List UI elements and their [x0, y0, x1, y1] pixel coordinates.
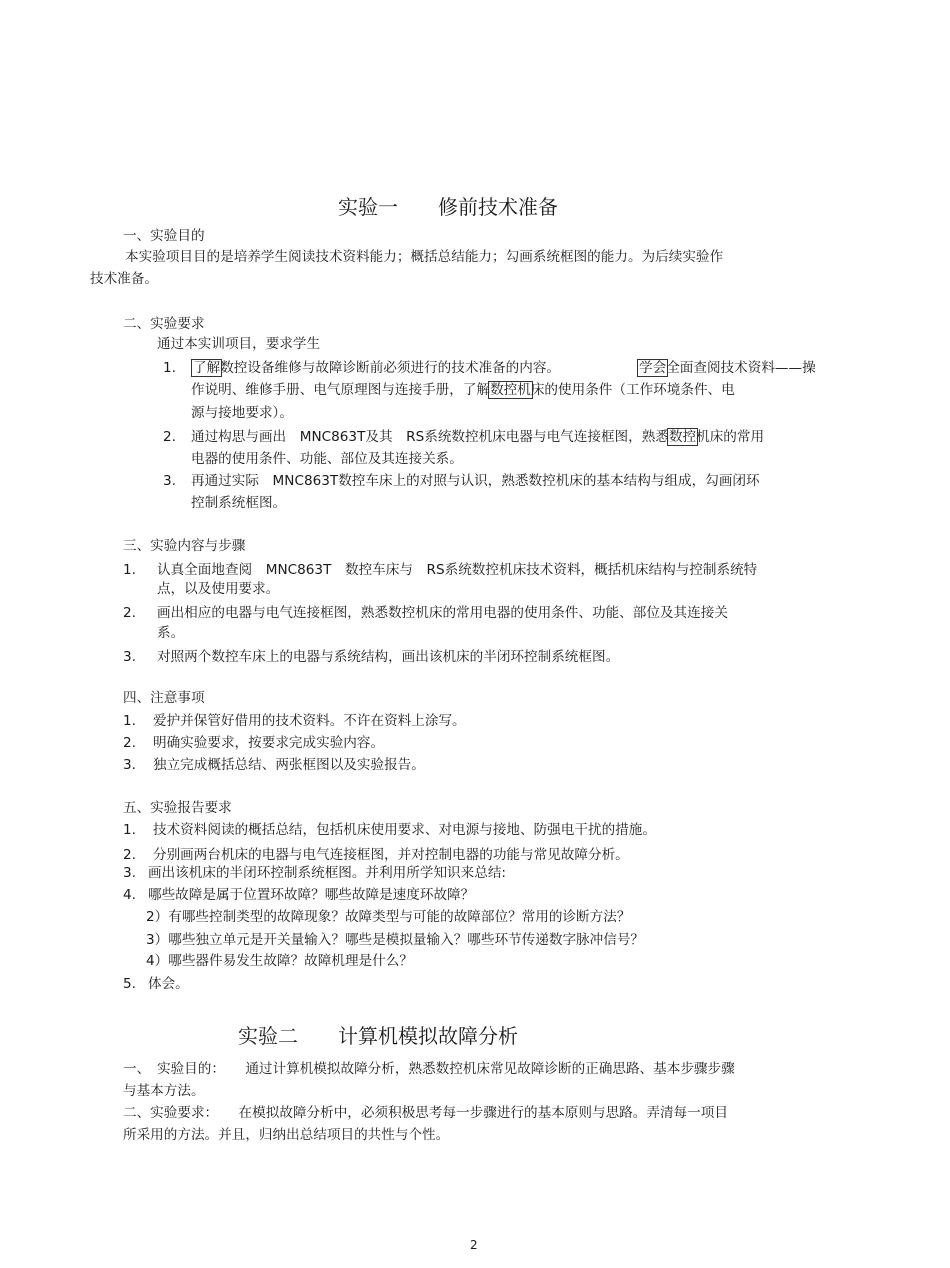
section-1-paragraph-line-2: 技术准备。	[90, 271, 158, 287]
section-5-heading: 五、实验报告要求	[123, 800, 232, 816]
exp2-requirement-line-2: 所采用的方法。并且，归纳出总结项目的共性与个性。	[123, 1127, 450, 1143]
exp2-objective-line-2: 与基本方法。	[123, 1083, 205, 1099]
boxed-term: 了解	[193, 360, 221, 376]
step-2-line-2: 系。	[157, 625, 185, 641]
req-1-line-2	[191, 381, 735, 399]
page-number: 2	[470, 1238, 478, 1252]
req-1-text: 作说明、维修手册、电气原理图与连接手册，了解	[191, 382, 491, 398]
report-1-text: 技术资料阅读的概括总结，包括机床使用要求、对电源与接地、防强电干扰的措施。	[153, 822, 656, 838]
boxed-term: 数控	[668, 429, 697, 445]
req-2-number: 2.	[163, 429, 176, 445]
report-1-number: 1.	[123, 822, 136, 838]
section-1-heading: 一、实验目的	[123, 228, 205, 244]
boxed-term: 学会	[639, 360, 667, 376]
report-2-text: 分别画两台机床的电器与电气连接框图，并对控制电器的功能与常见故障分析。	[153, 847, 629, 863]
step-3-number: 3.	[123, 649, 136, 665]
section-4-heading: 四、注意事项	[123, 690, 205, 706]
report-2-number: 2.	[123, 847, 136, 863]
boxed-term: 数控机	[490, 382, 531, 398]
note-2-number: 2.	[123, 735, 136, 751]
note-1-text: 爱护并保管好借用的技术资料。不许在资料上涂写。	[153, 713, 466, 729]
req-3-line-2: 控制系统框图。	[191, 495, 287, 511]
exp2-objective-line-1: 一、 实验目的： 通过计算机模拟故障分析，熟悉数控机床常见故障诊断的正确思路、基本步骤步骤	[123, 1061, 735, 1077]
req-1-number: 1.	[163, 360, 176, 376]
report-4-text: 哪些故障是属于位置环故障？哪些故障是速度环故障？	[148, 887, 475, 903]
section-2-intro: 通过本实训项目，要求学生	[157, 336, 321, 352]
step-1-line-2: 点，以及使用要求。	[157, 581, 280, 597]
req-1-line-1b	[639, 359, 816, 377]
experiment-2-title: 实验二 计算机模拟故障分析	[238, 1024, 518, 1048]
req-3-line-1: 再通过实际 MNC863T数控车床上的对照与认识，熟悉数控机床的基本结构与组成，勾画闭环	[191, 473, 760, 489]
report-4-sub-4: 4）哪些器件易发生故障？故障机理是什么？	[146, 953, 413, 969]
req-1-text: 数控设备维修与故障诊断前必须进行的技术准备的内容。	[220, 360, 561, 376]
req-1-text: 全面查阅技术资料——操	[666, 360, 816, 376]
section-2-heading: 二、实验要求	[123, 316, 205, 332]
req-2-line-1	[191, 428, 764, 446]
step-2-line-1: 画出相应的电器与电气连接框图，熟悉数控机床的常用电器的使用条件、功能、部位及其连接关	[157, 605, 728, 621]
req-1-line-3: 源与接地要求）。	[191, 405, 293, 421]
report-5-number: 5.	[123, 976, 136, 992]
req-1-line-1a	[193, 359, 560, 377]
note-3-number: 3.	[123, 757, 136, 773]
report-4-sub-2: 2）有哪些控制类型的故障现象？故障类型与可能的故障部位？常用的诊断方法？	[146, 909, 631, 925]
step-2-number: 2.	[123, 605, 136, 621]
req-2-text: 机床的常用	[696, 429, 765, 445]
step-1-number: 1.	[123, 562, 136, 578]
req-3-number: 3.	[163, 473, 176, 489]
report-3-text: 画出该机床的半闭环控制系统框图。并利用所学知识来总结:	[148, 865, 507, 881]
req-2-line-2: 电器的使用条件、功能、部位及其连接关系。	[191, 451, 463, 467]
section-3-heading: 三、实验内容与步骤	[123, 538, 246, 554]
section-1-paragraph-line-1: 本实验项目目的是培养学生阅读技术资料能力；概括总结能力；勾画系统框图的能力。为后续实验作	[125, 249, 724, 265]
step-1-line-1: 认真全面地查阅 MNC863T 数控车床与 RS系统数控机床技术资料，概括机床结构与控制系统特	[157, 562, 758, 578]
report-3-number: 3.	[123, 865, 136, 881]
req-2-text: 通过构思与画出 MNC863T及其 RS系统数控机床电器与电气连接框图，熟悉	[191, 429, 669, 445]
note-3-text: 独立完成概括总结、两张框图以及实验报告。	[153, 757, 425, 773]
report-4-sub-3: 3）哪些独立单元是开关量输入？哪些是模拟量输入？哪些环节传递数字脉冲信号？	[146, 932, 645, 948]
note-2-text: 明确实验要求，按要求完成实验内容。	[153, 735, 385, 751]
req-1-text: 床的使用条件（工作环境条件、电	[530, 382, 735, 398]
exp2-requirement-line-1: 二、实验要求： 在模拟故障分析中，必须积极思考每一步骤进行的基本原则与思路。弄清每一项目	[123, 1105, 728, 1121]
note-1-number: 1.	[123, 713, 136, 729]
report-4-number: 4.	[123, 887, 136, 903]
experiment-1-title: 实验一 修前技术准备	[338, 195, 558, 219]
step-3-line-1: 对照两个数控车床上的电器与系统结构，画出该机床的半闭环控制系统框图。	[157, 649, 620, 665]
report-5-text: 体会。	[148, 976, 189, 992]
